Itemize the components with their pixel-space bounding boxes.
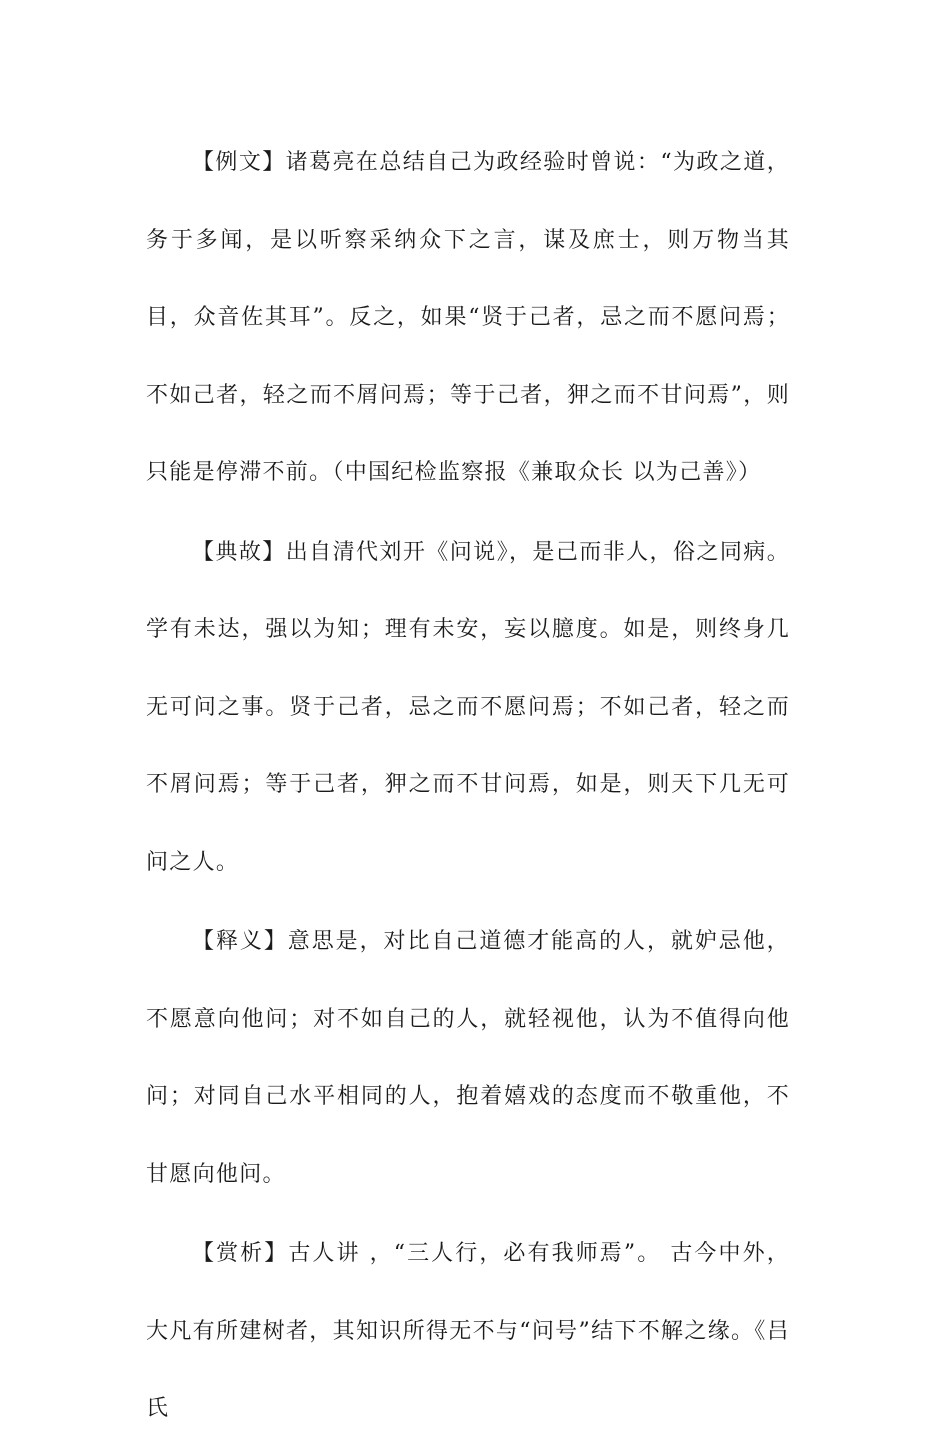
- paragraph-meaning: [146, 903, 790, 1213]
- paragraph-text: 古人讲 ，“三人行，必有我师焉”。 古今中外，大凡有所建树者，其知识所得无不与“问号”结下不解之缘。《吕氏: [146, 1241, 790, 1421]
- paragraph-appreciation: [146, 1215, 790, 1448]
- section-heading-appreciation: 【赏析】: [192, 1241, 289, 1266]
- paragraph-text: 诸葛亮在总结自己为政经验时曾说：“为政之道，务于多闻，是以听察采纳众下之言，谋及庶士，则万物当其目，众音佐其耳”。反之，如果“贤于己者，忌之而不愿问焉；不如己者，轻之而不屑问焉；等于己者，狎之而不甘问焉”，则只能是停滞不前。（中国纪检监察报《兼取众长 以为己善》）: [146, 150, 790, 485]
- document-body: [146, 124, 790, 1450]
- paragraph-example: [146, 124, 790, 512]
- paragraph-text: 出自清代刘开《问说》，是己而非人，俗之同病。学有未达，强以为知；理有未安，妄以臆度。如是，则终身几无可问之事。贤于己者，忌之而不愿问焉；不如己者，轻之而不屑问焉；等于己者，狎之而不甘问焉，如是，则天下几无可问之人。: [146, 539, 790, 875]
- section-heading-allusion: 【典故】: [192, 539, 286, 565]
- paragraph-allusion: [146, 514, 790, 902]
- section-heading-example: 【例文】: [192, 150, 286, 175]
- section-heading-meaning: 【释义】: [192, 929, 288, 954]
- paragraph-text: 意思是，对比自己道德才能高的人，就妒忌他，不愿意向他问；对不如自己的人，就轻视他，认为不值得向他问；对同自己水平相同的人，抱着嬉戏的态度而不敬重他，不甘愿向他问。: [146, 929, 790, 1187]
